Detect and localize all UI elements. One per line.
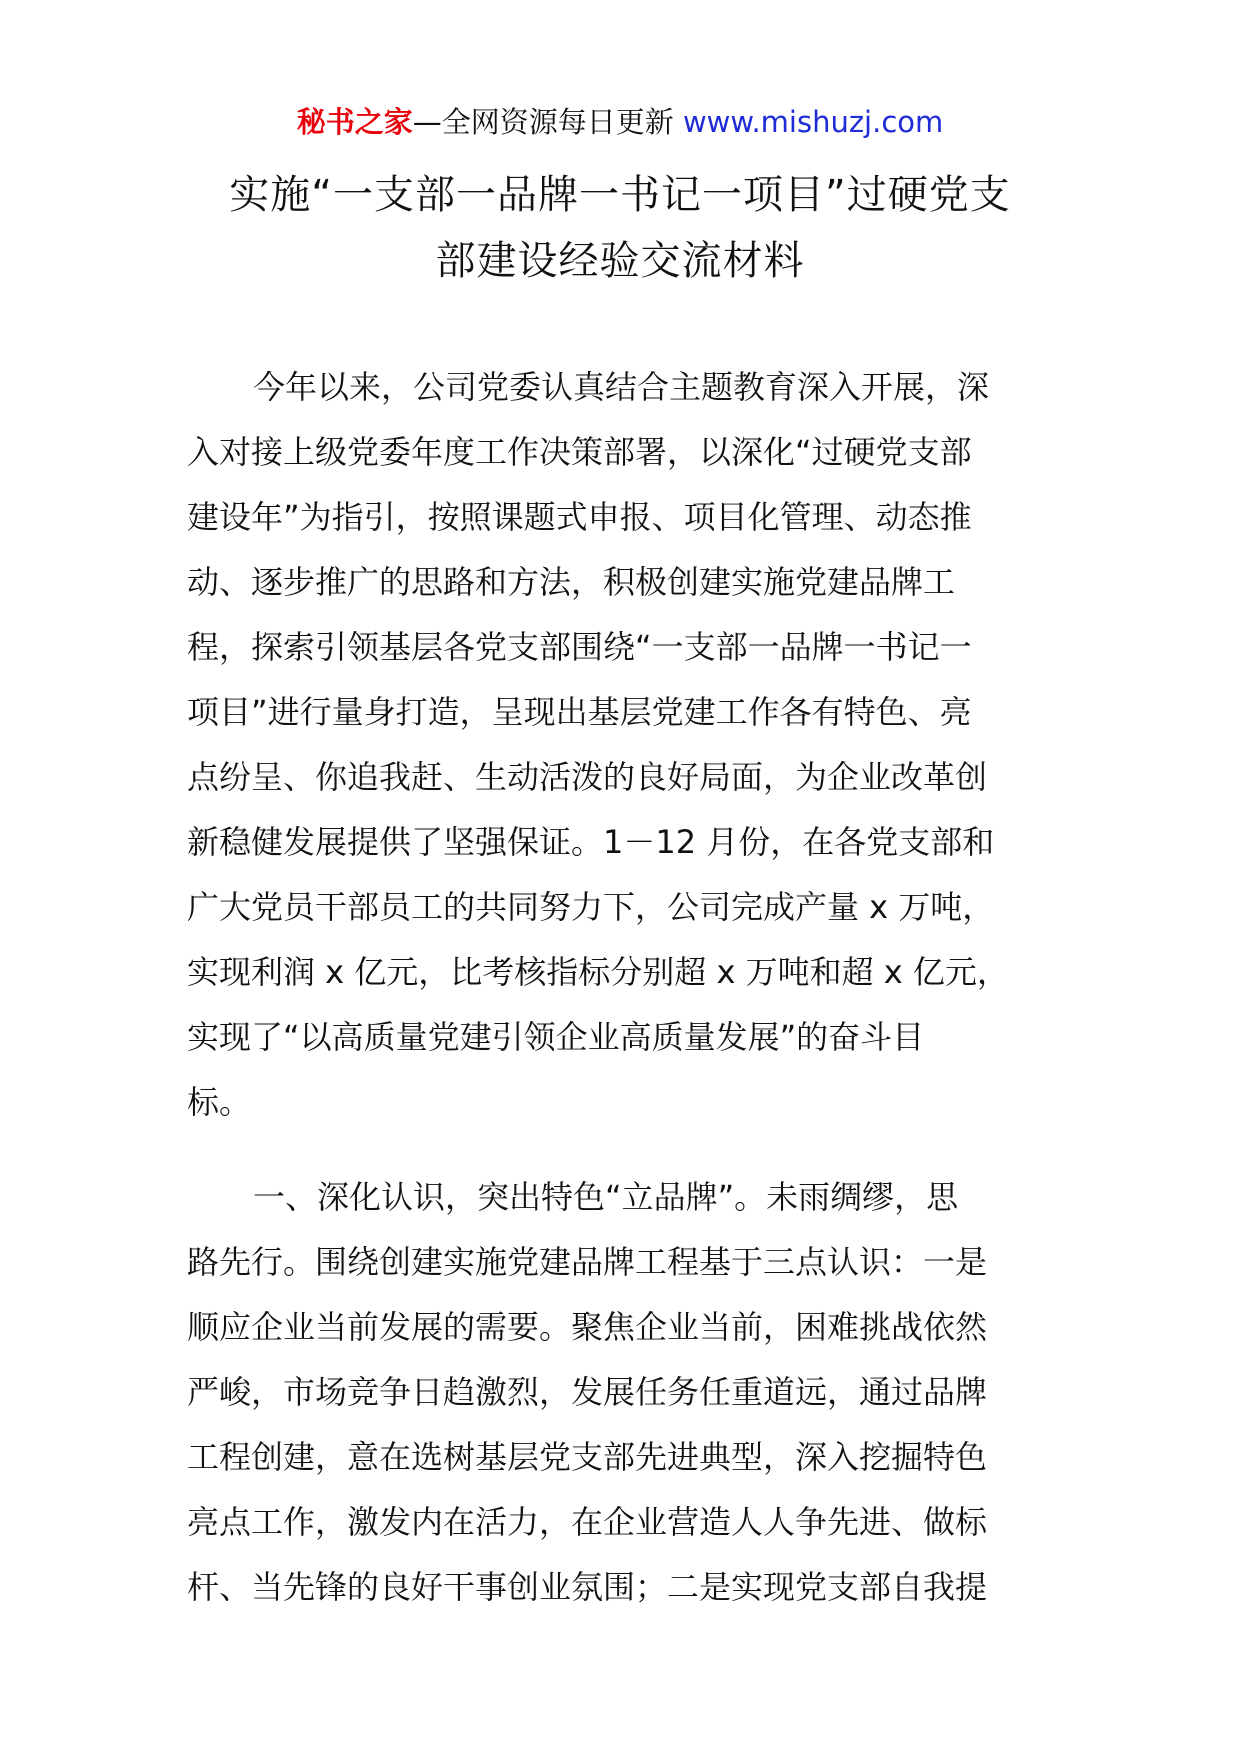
text-line: 亮点工作，激发内在活力，在企业营造人人争先进、做标	[187, 1503, 988, 1541]
text-line: 广大党员干部员工的共同努力下，公司完成产量 x 万吨，	[187, 888, 995, 926]
text-line: 杆、当先锋的良好干事创业氛围；二是实现党支部自我提	[187, 1568, 988, 1606]
text-line: 一、深化认识，突出特色“立品牌”。未雨绸缪，思	[253, 1178, 959, 1216]
text-line: 标。	[187, 1083, 252, 1121]
paragraph-1	[187, 355, 1057, 1135]
text-line: 程，探索引领基层各党支部围绕“一支部一品牌一书记一	[187, 628, 972, 666]
text-line: 实现了“以高质量党建引领企业高质量发展”的奋斗目	[187, 1018, 925, 1056]
site-tagline: —全网资源每日更新	[412, 105, 683, 139]
text-line: 新稳健发展提供了坚强保证。1－12 月份，在各党支部和	[187, 823, 995, 861]
site-header	[0, 102, 1240, 142]
document-body	[187, 355, 1057, 1620]
text-line: 路先行。围绕创建实施党建品牌工程基于三点认识：一是	[187, 1243, 988, 1281]
site-brand: 秘书之家	[296, 105, 413, 139]
paragraph-gap	[187, 1135, 1057, 1165]
text-line: 今年以来，公司党委认真结合主题教育深入开展，深	[253, 368, 990, 406]
paragraph-2	[187, 1165, 1057, 1620]
text-line: 入对接上级党委年度工作决策部署，以深化“过硬党支部	[187, 433, 972, 471]
title-line: 部建设经验交流材料	[435, 238, 805, 284]
text-line: 项目”进行量身打造，呈现出基层党建工作各有特色、亮	[187, 693, 972, 731]
document-title	[150, 162, 1090, 294]
text-line: 顺应企业当前发展的需要。聚焦企业当前，困难挑战依然	[187, 1308, 988, 1346]
text-line: 实现利润 x 亿元，比考核指标分别超 x 万吨和超 x 亿元，	[187, 953, 1009, 991]
site-url[interactable]: www.mishuzj.com	[682, 105, 944, 139]
text-line: 点纷呈、你追我赶、生动活泼的良好局面，为企业改革创	[187, 758, 988, 796]
text-line: 严峻，市场竞争日趋激烈，发展任务任重道远，通过品牌	[187, 1373, 988, 1411]
text-line: 建设年”为指引，按照课题式申报、项目化管理、动态推	[187, 498, 972, 536]
title-line: 实施“一支部一品牌一书记一项目”过硬党支	[229, 172, 1011, 218]
text-line: 动、逐步推广的思路和方法，积极创建实施党建品牌工	[187, 563, 956, 601]
text-line: 工程创建，意在选树基层党支部先进典型，深入挖掘特色	[187, 1438, 988, 1476]
